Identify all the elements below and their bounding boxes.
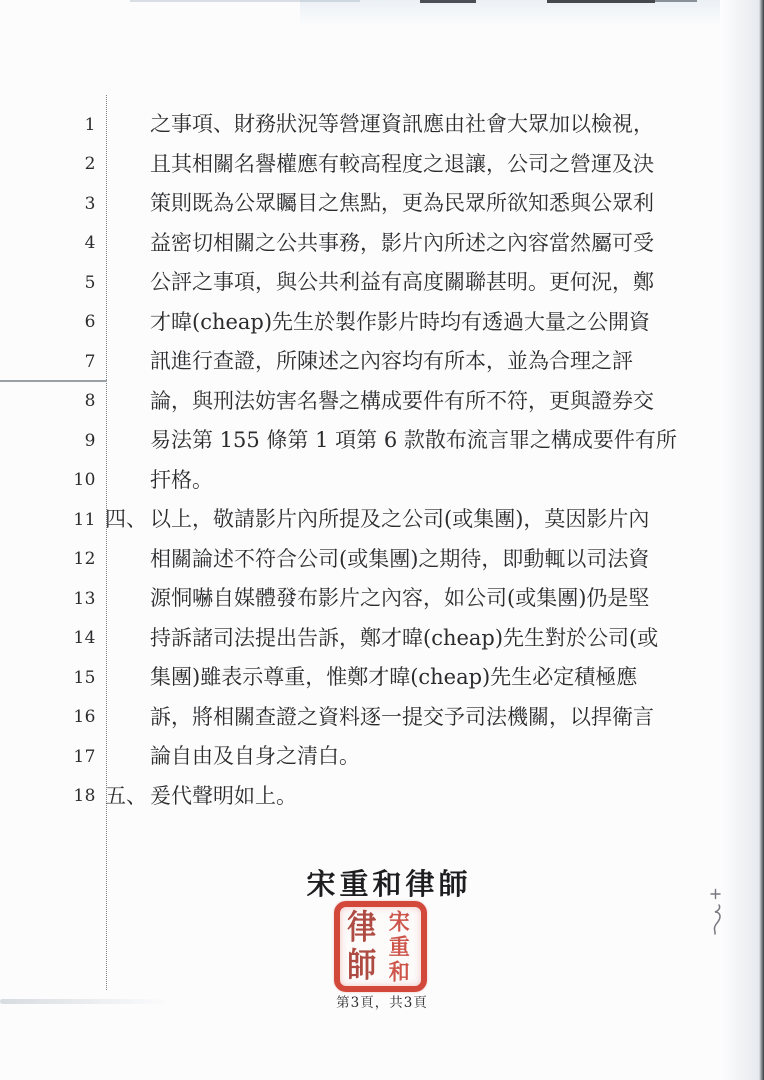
line-body bbox=[105, 303, 650, 343]
line-text: 訴，將相關查證之資料逐一提交予司法機關，以捍衛言 bbox=[150, 704, 654, 729]
line-number: 6 bbox=[84, 312, 96, 333]
document-lines bbox=[0, 105, 700, 816]
scan-artifact-top-strip bbox=[547, 0, 655, 3]
line-text: 策則既為公眾矚目之焦點，更為民眾所欲知悉與公眾利 bbox=[150, 191, 654, 215]
line-number: 17 bbox=[73, 746, 96, 767]
line-number: 11 bbox=[73, 509, 96, 530]
document-line bbox=[0, 421, 700, 461]
scan-artifact-top-strip bbox=[420, 0, 476, 3]
line-body bbox=[105, 698, 654, 738]
line-body bbox=[105, 540, 649, 580]
line-body bbox=[105, 382, 654, 422]
line-text: 且其相關名譽權應有較高程度之退讓，公司之營運及決 bbox=[150, 151, 654, 176]
line-text: 訊進行查證，所陳述之內容均有所本，並為合理之評 bbox=[150, 349, 633, 373]
lawyer-seal-stamp bbox=[334, 901, 427, 992]
document-line bbox=[0, 105, 700, 145]
seal-character: 宋 bbox=[388, 908, 410, 935]
line-number: 16 bbox=[73, 707, 96, 728]
scan-artifact-top-strip bbox=[655, 0, 697, 2]
document-line bbox=[0, 658, 700, 698]
lawyer-signature-name: 宋重和律師 bbox=[306, 867, 472, 901]
line-number: 8 bbox=[84, 391, 96, 412]
line-text: 易法第 155 條第 1 項第 6 款散布流言罪之構成要件有所 bbox=[150, 428, 677, 452]
line-text: 源恫嚇自媒體發布影片之內容，如公司(或集團)仍是堅 bbox=[150, 586, 650, 610]
line-number: 2 bbox=[84, 154, 96, 175]
line-body bbox=[105, 421, 677, 461]
line-body bbox=[105, 737, 360, 777]
line-number: 13 bbox=[73, 588, 96, 609]
line-text: 扞格。 bbox=[150, 467, 213, 492]
line-text: 公評之事項，與公共利益有高度關聯甚明。更何況，鄭 bbox=[150, 270, 654, 294]
line-body bbox=[105, 145, 654, 185]
seal-character: 和 bbox=[388, 958, 410, 985]
line-body bbox=[105, 224, 654, 264]
line-body bbox=[105, 342, 633, 382]
document-line bbox=[0, 777, 700, 817]
line-marker: 五、 bbox=[105, 783, 147, 808]
line-text: 相關論述不符合公司(或集團)之期待，即動輒以司法資 bbox=[150, 546, 650, 571]
line-body bbox=[105, 658, 637, 698]
line-body bbox=[105, 619, 658, 659]
line-number: 9 bbox=[84, 430, 96, 451]
line-number: 4 bbox=[84, 233, 96, 254]
seal-left-column bbox=[343, 909, 381, 984]
seal-character: 重 bbox=[388, 933, 410, 960]
document-line bbox=[0, 540, 700, 580]
document-line bbox=[0, 145, 700, 185]
line-text: 以上，敬請影片內所提及之公司(或集團)，莫因影片內 bbox=[150, 507, 650, 531]
line-text: 才暐(cheap)先生於製作影片時均有透過大量之公開資 bbox=[150, 309, 651, 334]
document-line bbox=[0, 342, 700, 382]
document-line bbox=[0, 303, 700, 343]
line-body bbox=[105, 263, 654, 303]
document-line bbox=[0, 461, 700, 501]
page-number-footer: 第3頁，共3頁 bbox=[336, 995, 428, 1011]
document-line bbox=[0, 619, 700, 659]
line-number: 15 bbox=[73, 667, 96, 688]
line-body bbox=[105, 461, 213, 501]
document-line bbox=[0, 737, 700, 777]
line-number: 5 bbox=[84, 272, 96, 293]
line-text: 論自由及自身之清白。 bbox=[150, 744, 360, 768]
line-number: 12 bbox=[73, 549, 96, 570]
seal-character: 律 bbox=[347, 907, 377, 947]
line-number: 10 bbox=[73, 470, 96, 491]
line-number: 1 bbox=[84, 114, 96, 135]
line-text: 論，與刑法妨害名譽之構成要件有所不符，更與證券交 bbox=[150, 388, 654, 413]
line-marker: 四、 bbox=[105, 507, 147, 531]
line-body bbox=[105, 105, 654, 145]
line-body bbox=[105, 777, 297, 817]
handwritten-pen-mark bbox=[703, 885, 731, 940]
seal-character: 師 bbox=[347, 945, 377, 985]
line-body bbox=[105, 500, 649, 540]
scan-artifact-top-strip bbox=[130, 0, 360, 2]
document-line bbox=[0, 382, 700, 422]
line-number: 3 bbox=[84, 193, 96, 214]
line-number: 7 bbox=[84, 351, 96, 372]
scan-artifact-top-tint bbox=[300, 0, 720, 26]
line-text: 益密切相關之公共事務，影片內所述之內容當然屬可受 bbox=[150, 230, 654, 255]
document-line bbox=[0, 579, 700, 619]
line-body bbox=[105, 579, 649, 619]
line-number: 18 bbox=[73, 786, 96, 807]
document-line bbox=[0, 263, 700, 303]
line-text: 之事項、財務狀況等營運資訊應由社會大眾加以檢視， bbox=[150, 112, 654, 136]
document-line bbox=[0, 698, 700, 738]
line-number: 14 bbox=[73, 628, 96, 649]
document-line bbox=[0, 500, 700, 540]
seal-right-column bbox=[381, 909, 419, 984]
line-body bbox=[105, 184, 654, 224]
line-text: 爰代聲明如上。 bbox=[150, 783, 297, 808]
document-line bbox=[0, 184, 700, 224]
line-text: 集團)雖表示尊重，惟鄭才暐(cheap)先生必定積極應 bbox=[150, 665, 638, 689]
line-text: 持訴諸司法提出告訴，鄭才暐(cheap)先生對於公司(或 bbox=[150, 625, 659, 650]
document-line bbox=[0, 224, 700, 264]
